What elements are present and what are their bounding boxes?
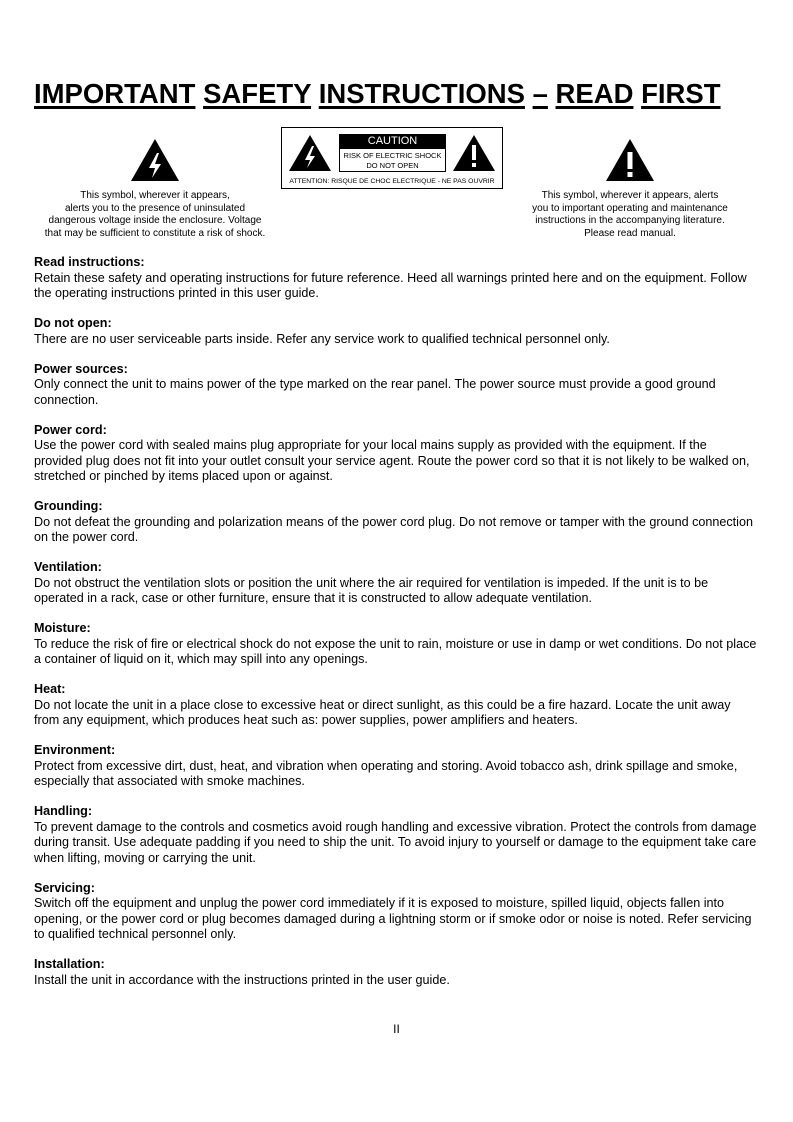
section-heading: Moisture: <box>34 621 91 635</box>
section-heading: Grounding: <box>34 499 103 513</box>
section-heading: Read instructions: <box>34 255 145 269</box>
section-moisture <box>34 621 758 668</box>
title-word: READ <box>555 78 634 109</box>
shock-symbol-caption-line: that may be sufficient to constitute a risk of shock. <box>44 227 266 239</box>
section-body: Use the power cord with sealed mains plug appropriate for your local mains supply as provided with the equipment. If the provided plug does not fit into your outlet consult your service agent. Route the power cord so that it is not likely to be walked on, stretched or pinched by items placed upon or against. <box>34 438 750 483</box>
section-ventilation <box>34 560 758 607</box>
section-heading: Heat: <box>34 682 66 696</box>
section-body: There are no user serviceable parts inside. Refer any service work to qualified technical personnel only. <box>34 331 610 346</box>
section-body: Only connect the unit to mains power of the type marked on the rear panel. The power source must provide a good ground connection. <box>34 377 716 407</box>
section-heading: Power sources: <box>34 361 128 376</box>
caution-attention-text: ATTENTION: RISQUE DE CHOC ELECTRIQUE - NE PAS OUVRIR <box>289 178 495 185</box>
maintenance-symbol-block <box>510 138 750 240</box>
section-body: To reduce the risk of fire or electrical shock do not expose the unit to rain, moisture or use in damp or wet conditions. Do not place a container of liquid on it, which may spill into any openings. <box>34 636 757 666</box>
lightning-triangle-icon <box>288 134 332 172</box>
section-installation <box>34 957 758 988</box>
caution-heading: CAUTION <box>339 134 446 148</box>
section-body: Switch off the equipment and unplug the power cord immediately if it is exposed to moisture, spilled liquid, objects fallen into opening, or the power cord or plug becomes damaged during a lightning storm or if smoke odor or noise is noted. Refer servicing to qualified technical personnel only. <box>34 896 752 941</box>
section-environment <box>34 743 758 790</box>
shock-symbol-caption-line: alerts you to the presence of uninsulated <box>64 202 246 214</box>
maintenance-symbol-caption-line: This symbol, wherever it appears, alerts <box>541 190 719 201</box>
page-number: II <box>393 1022 400 1036</box>
section-body: Protect from excessive dirt, dust, heat, and vibration when operating and storing. Avoid tobacco ash, drink spillage and smoke, especially that associated with smoke machines. <box>34 758 738 788</box>
title-word: INSTRUCTIONS <box>318 78 525 109</box>
section-heading: Do not open: <box>34 316 112 330</box>
section-heading: Power cord: <box>34 422 107 437</box>
section-body: Do not obstruct the ventilation slots or position the unit where the air required for ventilation is impeded. If the unit is to be operated in a rack, case or other furniture, ensure that it is constructed to allow adequate ventilation. <box>34 575 709 605</box>
exclamation-triangle-icon <box>452 134 496 172</box>
section-heading: Ventilation: <box>34 560 102 574</box>
maintenance-symbol-caption-line: Please read manual. <box>584 227 676 239</box>
section-heading: Handling: <box>34 804 93 818</box>
section-body: Do not locate the unit in a place close to excessive heat or direct sunlight, as this could be a fire hazard. Locate the unit away from any equipment, which produces heat such as: power supplies, power amplifiers and heaters. <box>34 697 731 727</box>
lightning-triangle-icon <box>130 138 180 182</box>
section-heat <box>34 682 758 729</box>
section-servicing <box>34 881 758 943</box>
shock-symbol-caption-line: dangerous voltage inside the enclosure. Voltage <box>48 215 262 226</box>
caution-warning-text <box>339 148 446 172</box>
section-handling <box>34 804 758 866</box>
title-word: FIRST <box>641 78 721 109</box>
section-grounding <box>34 499 758 546</box>
section-heading: Environment: <box>34 743 116 757</box>
title-word: SAFETY <box>203 78 312 109</box>
shock-symbol-caption-line: This symbol, wherever it appears, <box>80 190 230 201</box>
title-word: IMPORTANT <box>34 78 196 109</box>
section-body: Do not defeat the grounding and polarization means of the power cord plug. Do not remove or tamper with the ground connection on the power cord. <box>34 514 753 544</box>
page-title <box>34 78 721 110</box>
maintenance-symbol-caption-line: instructions in the accompanying literature. <box>535 215 725 226</box>
caution-label <box>281 127 503 189</box>
section-body: To prevent damage to the controls and cosmetics avoid rough handling and excessive vibration. Protect the controls from damage during transit. Use adequate padding if you need to ship the unit. To avoid injury to yourself or damage to the equipment take care when lifting, moving or carrying the unit. <box>34 819 757 865</box>
section-power-sources <box>34 362 758 409</box>
section-heading: Installation: <box>34 957 105 971</box>
section-do-not-open <box>34 316 758 347</box>
section-heading: Servicing: <box>34 880 95 895</box>
safety-sections <box>34 255 758 1003</box>
section-body: Install the unit in accordance with the instructions printed in the user guide. <box>34 972 450 987</box>
shock-symbol-block <box>30 138 280 240</box>
title-word: – <box>532 78 548 109</box>
section-power-cord <box>34 423 758 485</box>
exclamation-triangle-icon <box>605 138 655 182</box>
caution-line: DO NOT OPEN <box>366 161 419 170</box>
section-read-instructions <box>34 255 758 302</box>
section-body: Retain these safety and operating instructions for future reference. Heed all warnings printed here and on the equipment. Follow the operating instructions printed in this user guide. <box>34 270 747 300</box>
maintenance-symbol-caption-line: you to important operating and maintenance <box>532 202 728 214</box>
caution-line: RISK OF ELECTRIC SHOCK <box>343 151 442 160</box>
